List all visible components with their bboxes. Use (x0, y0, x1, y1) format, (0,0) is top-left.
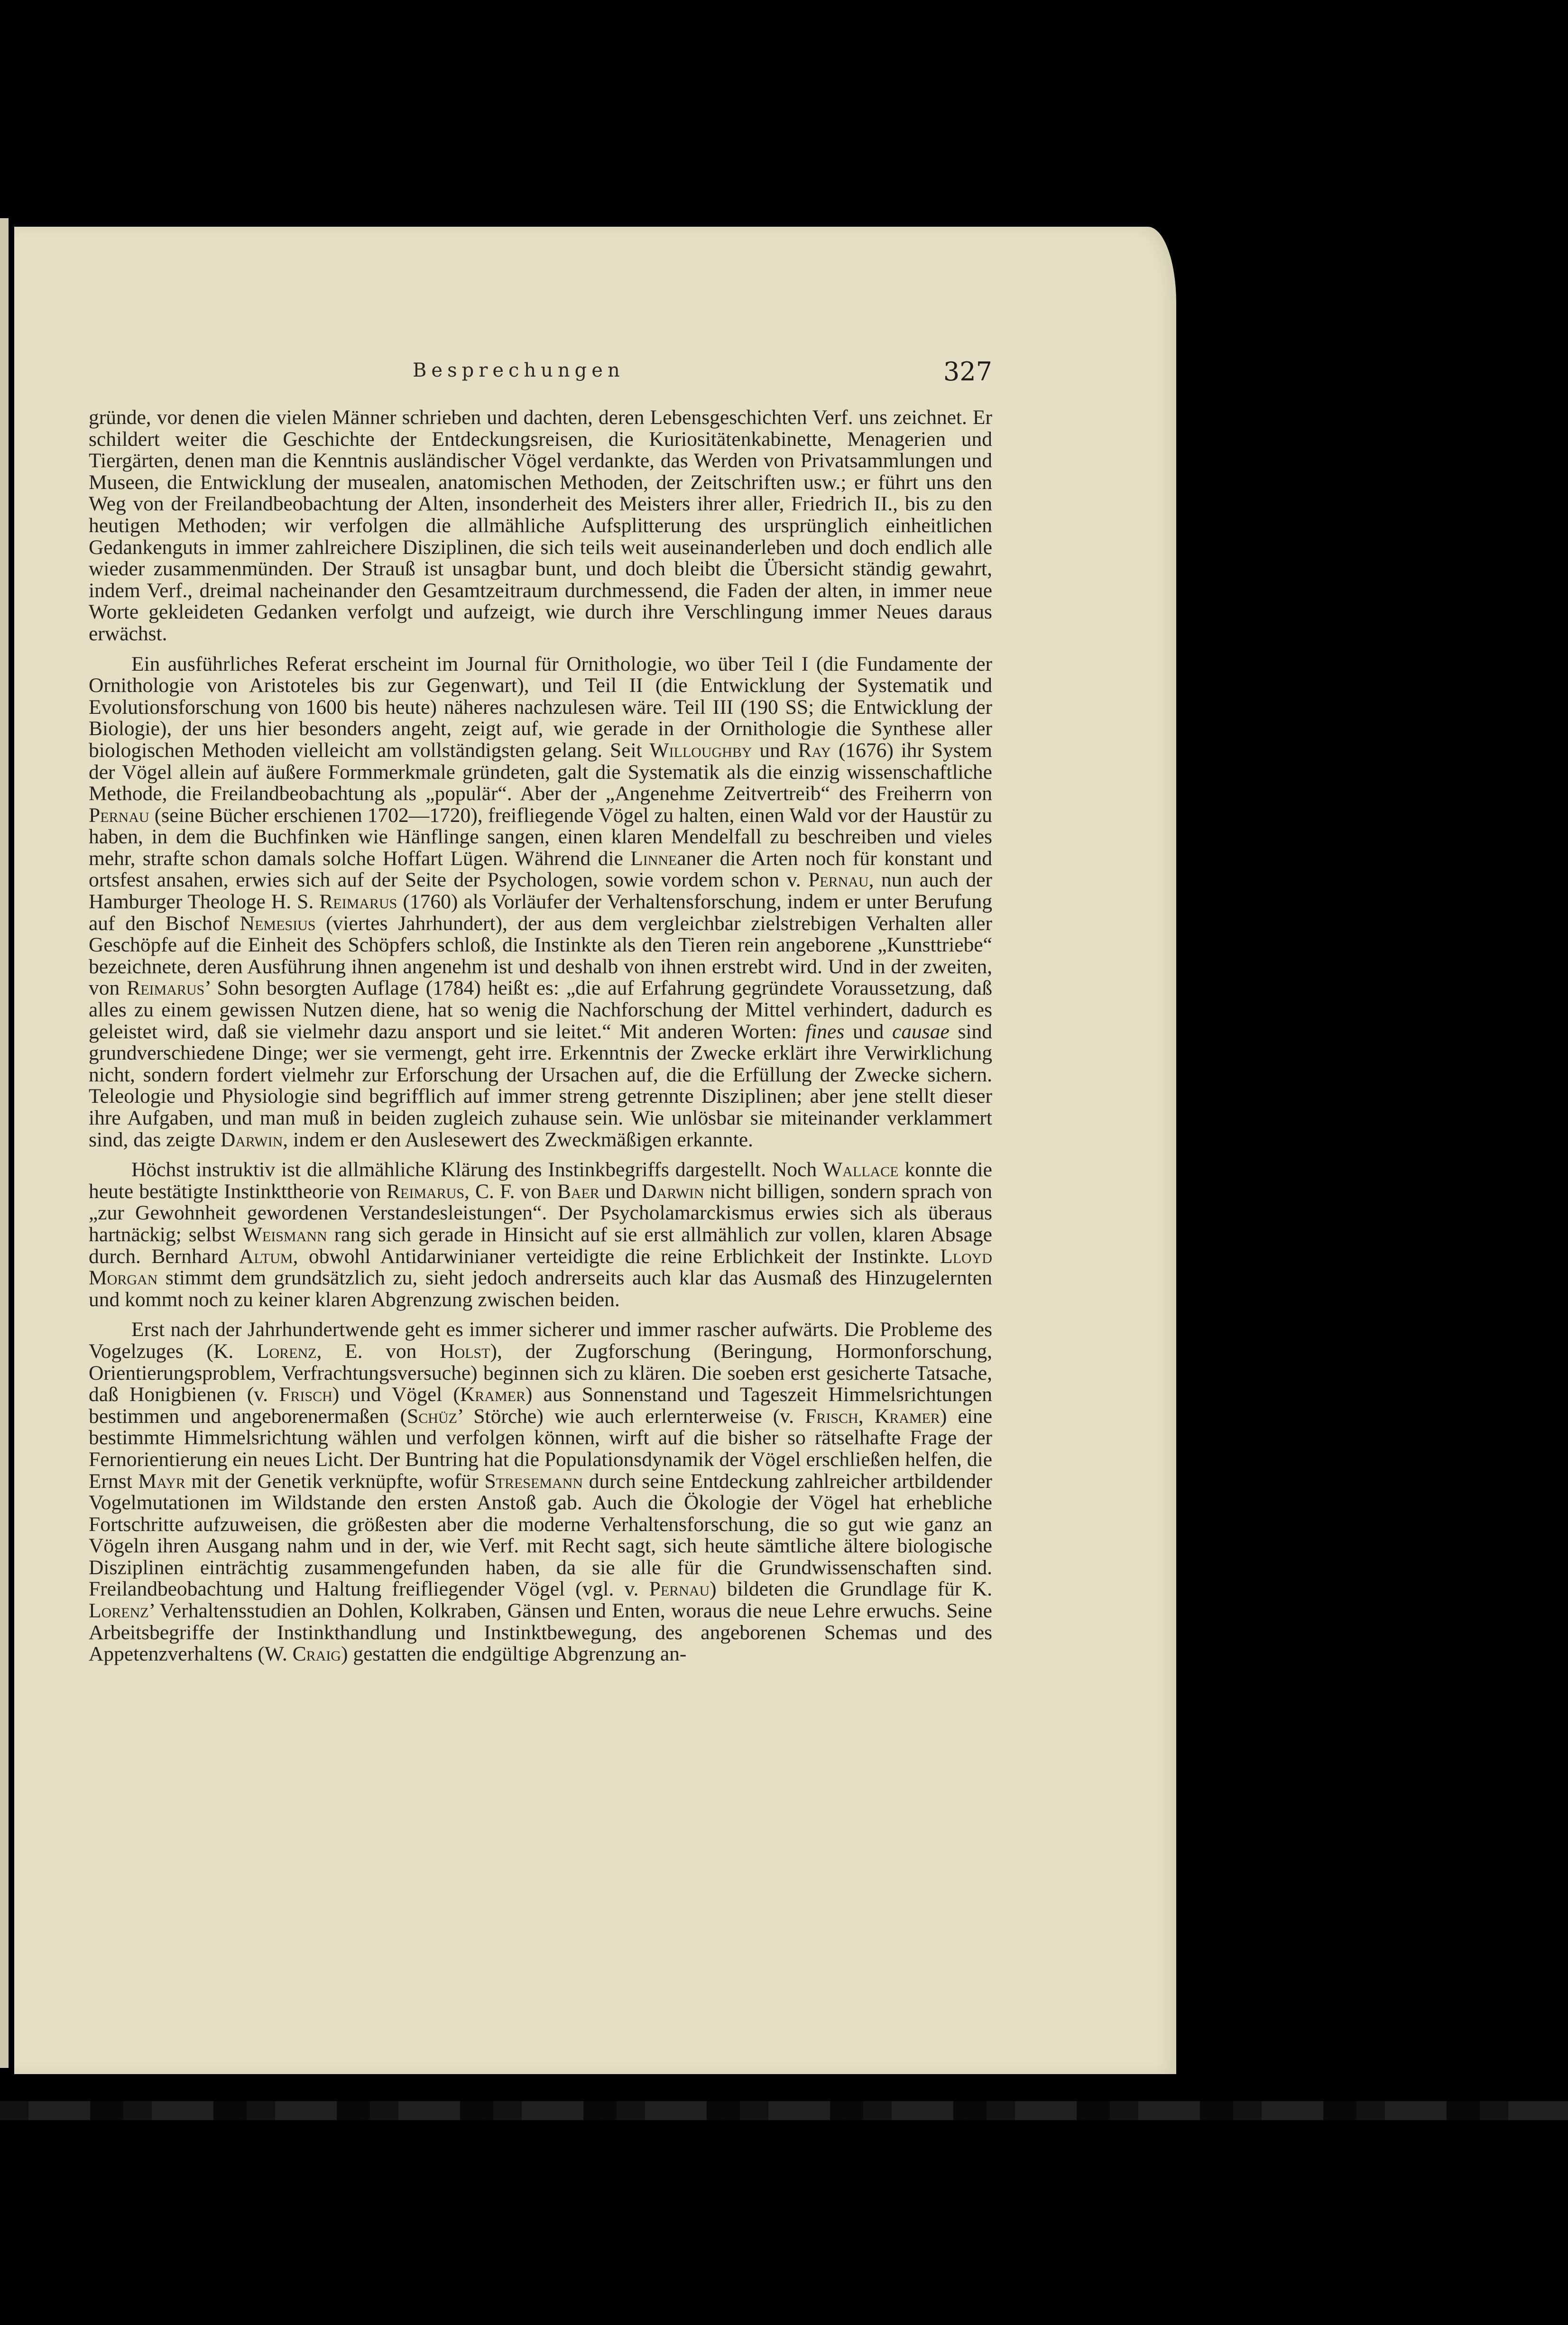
page-number: 327 (943, 357, 992, 387)
text-run: aner die Arten noch für konstant und ortsfest ansahen, erwies sich auf der Seite der Psychologen, sowie vordem schon v. (89, 847, 993, 892)
text-run: ), der Zugforschung (Beringung, Hormonforschung, Orientierungsproblem, Verfrachtungsversuche) beginnen sich zu klären. Die soeben erst gesicherte Tatsache, daß Honigbienen (v. (89, 1339, 992, 1406)
name-smallcaps: Willoughby (649, 738, 752, 762)
text-run: ’ Verhaltensstudien an Dohlen, Kolkraben, Gänsen und Enten, woraus die neue Lehre erwuchs. Seine Arbeitsbegriffe der Instinkthandlung und Instinktbewegung, des angeborenen Schemas und des Appetenzverhaltens (W. (89, 1599, 992, 1666)
name-smallcaps: Reimarus (127, 977, 205, 1000)
text-run: (viertes Jahrhundert), der aus dem vergleichbar zielstrebigen Verhalten aller Geschöpfe auf die Einheit des Schöpfers schloß, die Instinkte als den Tieren rein angeborene „Kunsttriebe“ bezeichnete, deren Ausführung ihnen angenehm ist und deshalb von ihnen erstrebt wird. Und in der zweiten, von (89, 912, 992, 1000)
name-smallcaps: Frisch (279, 1383, 332, 1406)
text-run: ’ Störche) wie auch erlernterweise (v. (457, 1404, 805, 1428)
text-run: konnte die heute bestätigte Instinkttheorie von (89, 1158, 992, 1203)
text-run: sind grundverschiedene Dinge; wer sie vermengt, geht irre. Erkenntnis der Zwecke erklärt ihre Verwirklichung nicht, sondern fordert vielmehr zur Erforschung der Ursachen auf, die die Erfüllung der Zwecke sichern. Teleologie und Physiologie sind begrifflich auf immer streng getrennte Disziplinen; aber jene stellt dieser ihre Aufgaben, und man muß in beiden zugleich zuhause sein. Wie unlösbar sie miteinander verklammert sind, das zeigte (89, 1020, 993, 1151)
name-smallcaps: Wallace (823, 1158, 899, 1181)
name-smallcaps: Linne (630, 847, 677, 870)
name-smallcaps: Weismann (242, 1223, 327, 1246)
text-run: nicht billigen, sondern sprach von „zur Gewohnheit gewordenen Verstandesleistungen“. Der Psycholamarckismus erwies sich als überaus hartnäckig; selbst (89, 1180, 992, 1246)
text-run: Höchst instruktiv ist die allmähliche Klärung des Instinkbegriffs dargestellt. Noch (131, 1158, 823, 1181)
text-run: ) aus Sonnenstand und Tageszeit Himmelsrichtungen bestimmen und angeborenermaßen ( (89, 1383, 993, 1428)
text-run: ) und Vögel ( (332, 1383, 460, 1406)
page-header (413, 357, 992, 395)
paragraph-2 (89, 654, 992, 1151)
name-smallcaps: Lorenz (89, 1599, 149, 1623)
name-smallcaps: Nemesius (240, 912, 316, 935)
name-smallcaps: Holst (440, 1339, 490, 1363)
left-page-edge (0, 218, 9, 2068)
text-run: und (599, 1180, 642, 1203)
text-run: , obwohl Antidarwinianer verteidigte die reine Erblichkeit der Instinkte. (293, 1245, 941, 1268)
italic-term: fines (805, 1020, 845, 1043)
name-smallcaps: Pernau (89, 803, 149, 827)
name-smallcaps: Altum (239, 1245, 293, 1268)
text-run: (1676) ihr System der Vögel allein auf äußere Formmerkmale gründeten, galt die Systematik als die einzig wissenschaftliche Methode, die Freilandbeobachtung als „populär“. Aber der „Angenehme Zeitvertreib“ des Freiherrn von (89, 738, 992, 805)
text-run: ) bildeten die Grundlage für K. (710, 1578, 992, 1601)
text-run: (1760) als Vorläufer der Verhaltensforschung, indem er unter Berufung auf den Bischof (89, 890, 992, 935)
text-run: mit der Genetik verknüpfte, wofür (185, 1469, 485, 1493)
name-smallcaps: Mayr (138, 1469, 185, 1493)
name-smallcaps: Schüz (407, 1404, 457, 1428)
text-run: ) gestatten die endgültige Abgrenzung an- (341, 1642, 687, 1666)
text-run: durch seine Entdeckung zahlreicher artbildender Vogelmutationen im Wildstande den ersten Anstoß gab. Auch die Ökologie der Vögel hat erhebliche Fortschritte aufzuweisen, die größesten aber die moderne Verhaltensforschung, die so gut wie ganz an Vögeln ihren Ausgang nahm und in der, wie Verf. mit Recht sagt, sich heute sämtliche ältere biologische Disziplinen einträchtig zusammengefunden haben, da sie alle für die Grundwissenschaften sind. Freilandbeobachtung und Haltung freifliegender Vögel (vgl. v. (89, 1469, 993, 1601)
text-run: (seine Bücher erschienen 1702—1720), freifliegende Vögel zu halten, einen Wald vor der Haustür zu haben, in dem die Buchfinken wie Hänflinge sangen, einen klaren Mendelfall zu beschreiben und vieles mehr, strafte schon damals solche Hoffart Lügen. Während die (89, 803, 992, 870)
name-smallcaps: Pernau (649, 1578, 710, 1601)
body-text (89, 407, 992, 1665)
italic-term: causae (892, 1020, 950, 1043)
text-run: stimmt dem grundsätzlich zu, sieht jedoch andrerseits auch klar das Ausmaß des Hinzugelernten und kommt noch zu keiner klaren Abgrenzung zwischen beiden. (89, 1266, 992, 1311)
running-head: Besprechungen (413, 360, 625, 381)
text-run: ) eine bestimmte Himmelsrichtung wählen und verfolgen können, wirft auf die bisher so rätselhafte Frage der Fernorientierung ein neues Licht. Der Buntring hat die Populationsdynamik der Vögel erschließen helfen, die Ernst (89, 1404, 993, 1493)
name-smallcaps: Lorenz (256, 1339, 317, 1363)
paragraph-4 (89, 1319, 992, 1665)
name-smallcaps: Kramer (460, 1383, 526, 1406)
name-smallcaps: Darwin (220, 1128, 283, 1151)
scanner-edge-strip (0, 2101, 1568, 2120)
text-run: rang sich gerade in Hinsicht auf sie erst allmählich zur vollen, klaren Absage durch. Bernhard (89, 1223, 992, 1268)
text-run: , C. F. von (464, 1180, 557, 1203)
text-run: und (752, 738, 798, 762)
name-smallcaps: Craig (292, 1642, 341, 1666)
text-run: , nun auch der Hamburger Theologe H. S. (89, 868, 992, 913)
name-smallcaps: Pernau (808, 868, 869, 892)
name-smallcaps: Reimarus (319, 890, 397, 913)
text-run: , indem er den Auslesewert des Zweckmäßigen erkannte. (283, 1128, 753, 1151)
text-run: und (844, 1020, 892, 1043)
name-smallcaps: Frisch (805, 1404, 858, 1428)
name-smallcaps: Lloyd Morgan (89, 1245, 992, 1290)
name-smallcaps: Ray (798, 738, 831, 762)
text-run: , E. von (316, 1339, 440, 1363)
name-smallcaps: Baer (557, 1180, 600, 1203)
name-smallcaps: Reimarus (387, 1180, 465, 1203)
text-run: , (858, 1404, 875, 1428)
name-smallcaps: Kramer (874, 1404, 940, 1428)
paragraph-1 (89, 407, 992, 645)
text-run: Erst nach der Jahrhundertwende geht es immer sicherer und immer rascher aufwärts. Die Probleme des Vogelzuges (K. (89, 1318, 992, 1363)
text-run: gründe, vor denen die vielen Männer schrieben und dachten, deren Lebensgeschichten Verf. uns zeichnet. Er schildert weiter die Geschichte der Entdeckungsreisen, die Kuriositätenkabinette, Menagerien und Tiergärten, denen man die Kenntnis ausländischer Vögel verdankte, das Werden von Privatsammlungen und Museen, die Entwicklung der musealen, anatomischen Methoden, der Zeitschriften usw.; er führt uns den Weg von der Freilandbeobachtung der Alten, insonderheit des Meisters ihrer aller, Friedrich II., bis zu den heutigen Methoden; wir verfolgen die allmähliche Aufsplitterung des ursprünglich einheitlichen Gedankenguts in immer zahlreichere Disziplinen, die sich teils weit auseinanderleben und doch endlich alle wieder zusammenmünden. Der Strauß ist unsagbar bunt, und doch bleibt die Übersicht ständig gewahrt, indem Verf., dreimal nacheinander den Gesamtzeitraum durchmessend, die Faden der alten, in immer neue Worte gekleideten Gedanken verfolgt und aufzeigt, wie durch ihre Verschlingung immer Neues daraus erwächst. (89, 406, 992, 645)
text-run: Ein ausführliches Referat erscheint im Journal für Ornithologie, wo über Teil I (die Fundamente der Ornithologie von Aristoteles bis zur Gegenwart), und Teil II (die Entwicklung der Systematik und Evolutionsforschung von 1600 bis heute) näheres nachzulesen wäre. Teil III (190 SS; die Entwicklung der Biologie), der uns hier besonders angeht, zeigt auf, wie gerade in der Ornithologie die Synthese aller biologischen Methoden vielleicht am vollständigsten gelang. Seit (89, 652, 992, 762)
text-run: ’ Sohn besorgten Auflage (1784) heißt es: „die auf Erfahrung gegründete Voraussetzung, daß alles zu einem gewissen Nutzen diene, hat so wenig die Nachforschung der Mittel verhindert, dadurch es geleistet wird, daß sie vielmehr dazu ansport und sie leitet.“ Mit anderen Worten: (89, 977, 992, 1043)
name-smallcaps: Stresemann (484, 1469, 583, 1493)
name-smallcaps: Darwin (642, 1180, 704, 1203)
paragraph-3 (89, 1159, 992, 1310)
